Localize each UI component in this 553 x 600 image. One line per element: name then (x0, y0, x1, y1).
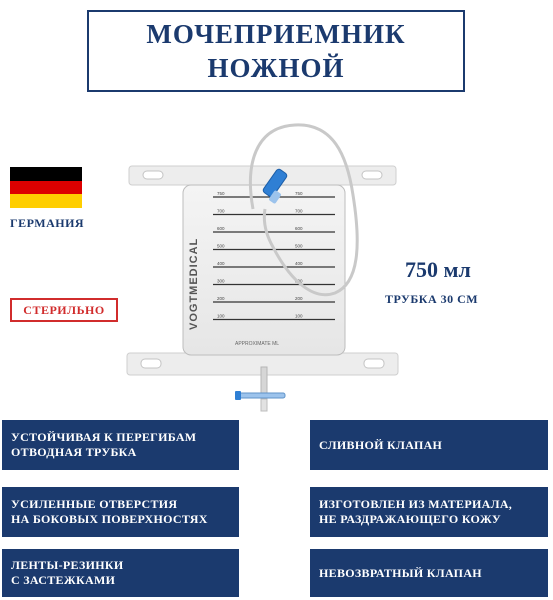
feature-line: ОТВОДНАЯ ТРУБКА (11, 445, 137, 459)
feature-line: ИЗГОТОВЛЕН ИЗ МАТЕРИАЛА, (319, 497, 513, 511)
scale-label-right: 300 (295, 278, 303, 284)
sterile-badge: СТЕРИЛЬНО (10, 298, 118, 322)
scale-label-left: 700 (217, 208, 225, 214)
scale-label-right: 600 (295, 226, 303, 231)
urine-bag-illustration (125, 105, 400, 415)
feature-elastic-straps (2, 549, 239, 597)
country-label: ГЕРМАНИЯ (10, 216, 85, 230)
tube-length-spec: ТРУБКА 30 СМ (385, 292, 479, 306)
feature-line: УСИЛЕННЫЕ ОТВЕРСТИЯ (11, 497, 178, 511)
title-line-1: МОЧЕПРИЕМНИК (146, 19, 406, 49)
scale-label-left: 100 (217, 313, 225, 319)
volume-spec: 750 мл (405, 257, 471, 282)
scale-label-left: 600 (217, 226, 225, 231)
scale-caption: APPROXIMATE ML (235, 341, 280, 347)
feature-line: НЕ РАЗДРАЖАЮЩЕГО КОЖУ (319, 512, 501, 526)
feature-line: НА БОКОВЫХ ПОВЕРХНОСТЯХ (11, 512, 208, 526)
scale-label-right: 200 (295, 296, 303, 301)
title-box (87, 10, 465, 92)
feature-reinforced-holes (2, 487, 239, 537)
feature-skin-friendly-material (310, 487, 548, 537)
feature-line: С ЗАСТЕЖКАМИ (11, 573, 116, 587)
scale-label-right: 700 (295, 208, 303, 214)
feature-line: НЕВОЗВРАТНЫЙ КЛАПАН (319, 565, 482, 580)
scale-label-left: 200 (217, 296, 225, 301)
scale-label-left: 750 (217, 191, 225, 196)
feature-line: УСТОЙЧИВАЯ К ПЕРЕГИБАМ (11, 430, 197, 444)
feature-drain-valve (310, 420, 548, 470)
brand-label: VOGTMEDICAL (188, 237, 200, 330)
top-strap (129, 166, 396, 185)
feature-non-return-valve (310, 549, 548, 597)
feature-kink-resistant-tube (2, 420, 239, 470)
feature-line: СЛИВНОЙ КЛАПАН (319, 437, 443, 452)
scale-label-left: 400 (217, 261, 225, 266)
scale-label-right: 500 (295, 243, 303, 249)
scale-label-left: 300 (217, 278, 225, 284)
scale-label-right: 100 (295, 313, 303, 319)
scale-label-right: 750 (295, 191, 303, 196)
scale-label-left: 500 (217, 243, 225, 249)
scale-label-right: 400 (295, 261, 303, 266)
feature-line: ЛЕНТЫ-РЕЗИНКИ (11, 558, 124, 572)
germany-flag-icon (10, 167, 82, 208)
title-line-2: НОЖНОЙ (207, 53, 345, 83)
